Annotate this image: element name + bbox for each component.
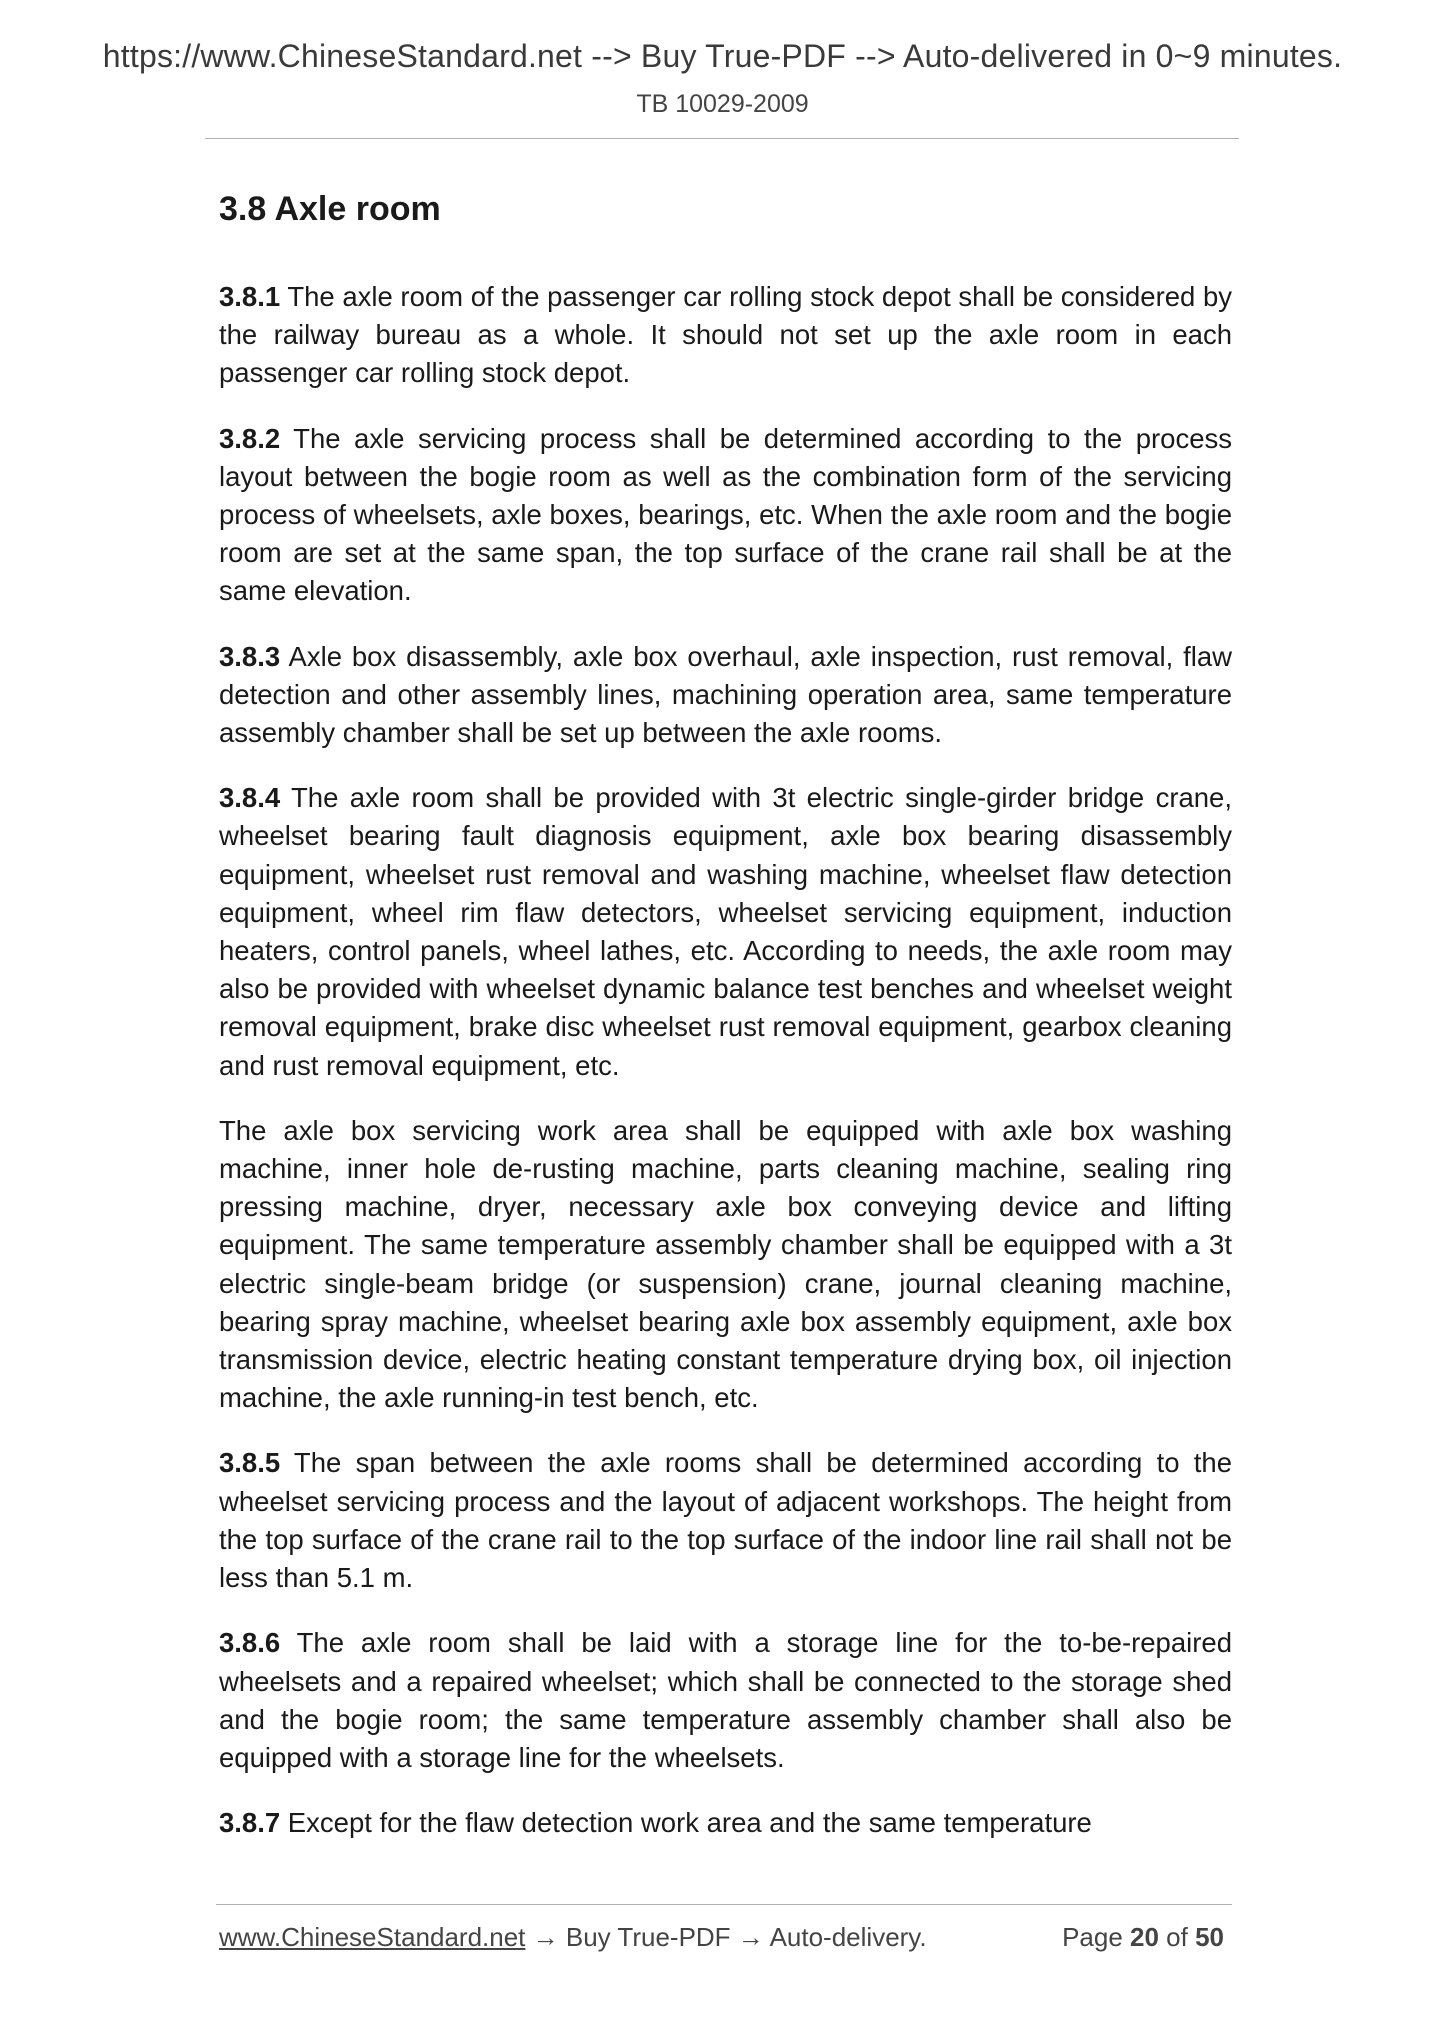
paragraph-3-8-7 (219, 1804, 1232, 1842)
paragraph-3-8-4 (219, 779, 1232, 1085)
paragraph-3-8-1 (219, 278, 1232, 393)
page-total: 50 (1195, 1922, 1224, 1952)
footer-promo (219, 1922, 927, 1953)
clause-number: 3.8.3 (219, 640, 281, 672)
page-indicator (1062, 1922, 1224, 1953)
clause-text: The axle servicing process shall be determined according to the process layout between the bogie room as well as the combination form of the servicing process of wheelsets, axle boxes, bearings, etc. When the axle room and the bogie room are set at the same span, the top surface of the crane rail shall be at the same elevation. (219, 422, 1232, 607)
paragraph-3-8-3 (219, 638, 1232, 753)
header-standard-code: TB 10029-2009 (636, 90, 809, 118)
clause-number: 3.8.2 (219, 422, 281, 454)
clause-text: The axle room shall be laid with a storage line for the to-be-repaired wheelsets and a repaired wheelset; which shall be connected to the storage shed and the bogie room; the same temperature assembly chamber shall also be equipped with a storage line for the wheelsets. (219, 1627, 1232, 1773)
clause-number: 3.8.1 (219, 281, 281, 312)
document-body (219, 186, 1232, 1869)
header-url-line: https://www.ChineseStandard.net --> Buy True-PDF --> Auto-delivered in 0~9 minutes. (102, 38, 1343, 74)
page-of-label: of (1158, 1922, 1196, 1952)
paragraph-axle-box-servicing (219, 1112, 1232, 1418)
header-divider (205, 138, 1239, 139)
footer-divider (216, 1904, 1232, 1905)
page-label: Page (1062, 1922, 1131, 1952)
paragraph-text: The axle box servicing work area shall be equipped with axle box washing machine, inner hole de-rusting machine, parts cleaning machine, sealing ring pressing machine, dryer, necessary axle box conveying device and lifting equipment. The same temperature assembly chamber shall be equipped with a 3t electric single-beam bridge (or suspension) crane, journal cleaning machine, bearing spray machine, wheelset bearing axle box assembly equipment, axle box transmission device, electric heating constant temperature drying box, oil injection machine, the axle running-in test bench, etc. (219, 1114, 1232, 1414)
clause-text: The axle room shall be provided with 3t electric single-girder bridge crane, wheelset bearing fault diagnosis equipment, axle box bearing disassembly equipment, wheelset rust removal and washing machine, wheelset flaw detection equipment, wheel rim flaw detectors, wheelset servicing equipment, induction heaters, control panels, wheel lathes, etc. According to needs, the axle room may also be provided with wheelset dynamic balance test benches and wheelset weight removal equipment, brake disc wheelset rust removal equipment, gearbox cleaning and rust removal equipment, etc. (219, 782, 1232, 1081)
footer-site-link[interactable]: www.ChineseStandard.net (219, 1922, 526, 1952)
clause-text: Axle box disassembly, axle box overhaul, axle inspection, rust removal, flaw detection and other assembly lines, machining operation area, same temperature assembly chamber shall be set up between the axle rooms. (219, 640, 1232, 749)
clause-number: 3.8.6 (219, 1627, 281, 1659)
footer-promo-text: → Buy True-PDF → Auto-delivery. (525, 1922, 927, 1952)
clause-text: The span between the axle rooms shall be determined according to the wheelset servicing process and the layout of adjacent workshops. The height from the top surface of the crane rail to the top surface of the indoor line rail shall not be less than 5.1 m. (219, 1447, 1232, 1594)
clause-number: 3.8.7 (219, 1807, 281, 1839)
clause-text: The axle room of the passenger car rolling stock depot shall be considered by the railway bureau as a whole. It should not set up the axle room in each passenger car rolling stock depot. (219, 281, 1233, 389)
page-current: 20 (1130, 1922, 1159, 1952)
clause-number: 3.8.5 (219, 1447, 281, 1479)
clause-number: 3.8.4 (219, 782, 281, 814)
paragraph-3-8-5 (219, 1444, 1232, 1597)
clause-text: Except for the flaw detection work area and the same temperature (280, 1807, 1092, 1839)
paragraph-3-8-6 (219, 1624, 1232, 1777)
paragraph-3-8-2 (219, 420, 1232, 611)
section-title: 3.8 Axle room (219, 190, 441, 228)
